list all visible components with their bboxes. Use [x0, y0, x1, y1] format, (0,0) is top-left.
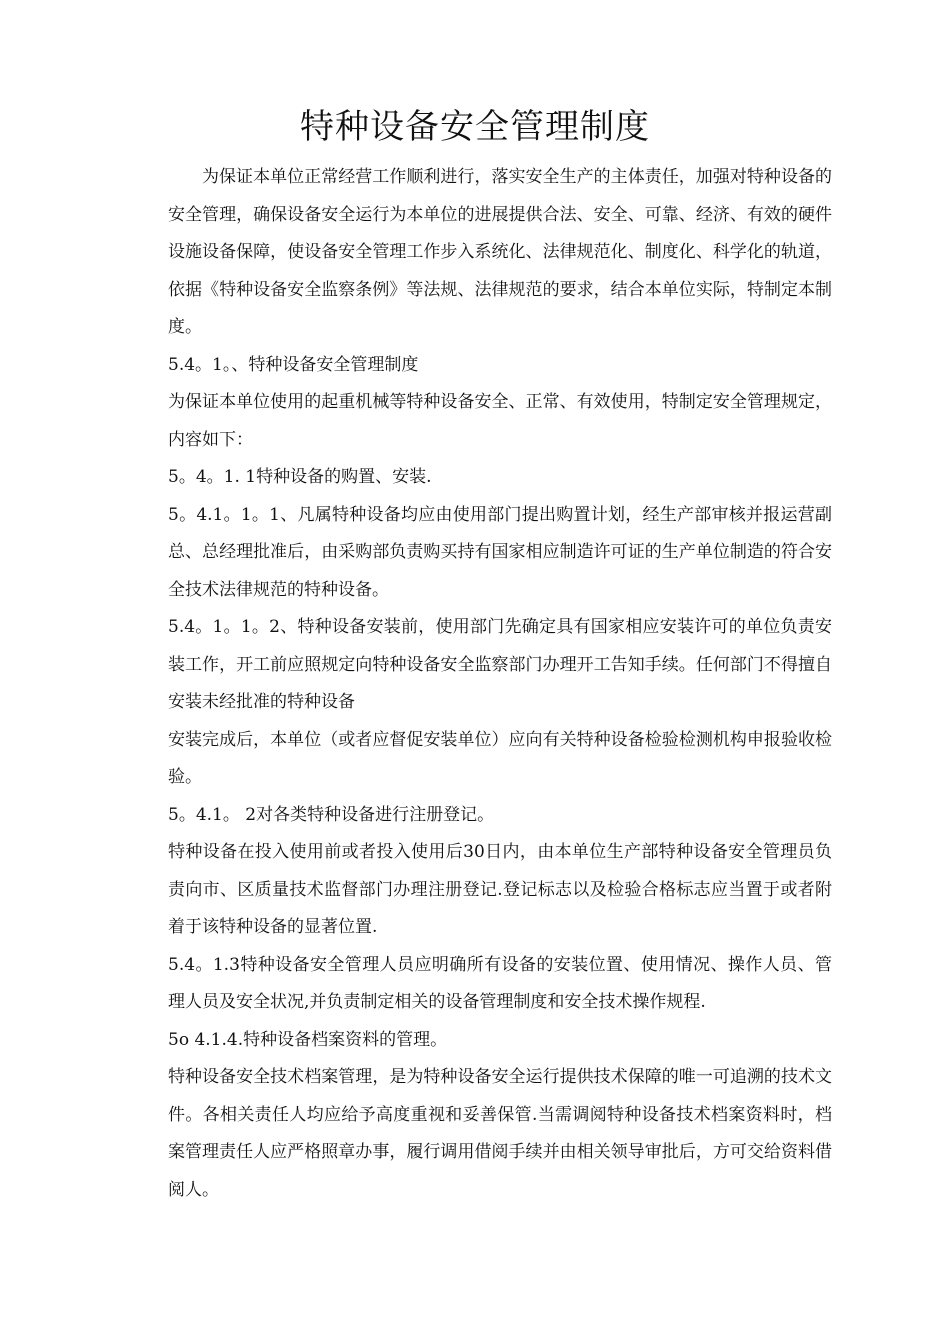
clause-5-4-1-1-1: 5。4.1。1。1、凡属特种设备均应由使用部门提出购置计划，经生产部审核并报运营副总、总经理批准后，由采购部负责购买持有国家相应制造许可证的生产单位制造的符合安全技术法律规范的特种设备。 — [168, 504, 832, 600]
section-heading-5-4-1: 5.4。1。、特种设备安全管理制度 — [168, 354, 419, 375]
clause-5-4-1-1-2: 5.4。1。1。2、特种设备安装前，使用部门先确定具有国家相应安装许可的单位负责安装工作，开工前应照规定向特种设备安全监察部门办理开工告知手续。任何部门不得擅自安装未经批准的特种设备 — [168, 617, 832, 712]
archives-paragraph: 特种设备安全技术档案管理，是为特种设备安全运行提供技术保障的唯一可追溯的技术文件。各相关责任人均应给予高度重视和妥善保管.当需调阅特种设备技术档案资料时，档案管理责任人应严格照章办事，履行调用借阅手续并由相关领导审批后，方可交给资料借阅人。 — [168, 1067, 832, 1200]
clause-5-4-1-3: 5.4。1.3特种设备安全管理人员应明确所有设备的安装位置、使用情况、操作人员、管理人员及安全状况,并负责制定相关的设备管理制度和安全技术操作规程. — [168, 954, 832, 1012]
intro-paragraph: 为保证本单位正常经营工作顺利进行，落实安全生产的主体责任，加强对特种设备的安全管理，确保设备安全运行为本单位的进展提供合法、安全、可靠、经济、有效的硬件设施设备保障，使设备安全管理工作步入系统化、法律规范化、制度化、科学化的轨道，依据《特种设备安全监察条例》等法规、法律规范的要求，结合本单位实际，特制定本制度。 — [168, 167, 832, 337]
registration-paragraph: 特种设备在投入使用前或者投入使用后30日内，由本单位生产部特种设备安全管理员负责向市、区质量技术监督部门办理注册登记.登记标志以及检验合格标志应当置于或者附着于该特种设备的显著位置. — [168, 842, 832, 937]
subsection-heading-archives: 5o 4.1.4.特种设备档案资料的管理。 — [168, 1029, 448, 1050]
subsection-heading-registration: 5。4.1。 2对各类特种设备进行注册登记。 — [168, 804, 495, 825]
document-title: 特种设备安全管理制度 — [300, 107, 650, 147]
document-body — [168, 159, 832, 1209]
section-intro-paragraph: 为保证本单位使用的起重机械等特种设备安全、正常、有效使用，特制定安全管理规定，内容如下： — [168, 392, 832, 450]
installation-acceptance-paragraph: 安装完成后，本单位（或者应督促安装单位）应向有关特种设备检验检测机构申报验收检验。 — [168, 729, 832, 787]
subsection-heading-purchase-install: 5。4。1. 1特种设备的购置、安装. — [168, 467, 432, 487]
